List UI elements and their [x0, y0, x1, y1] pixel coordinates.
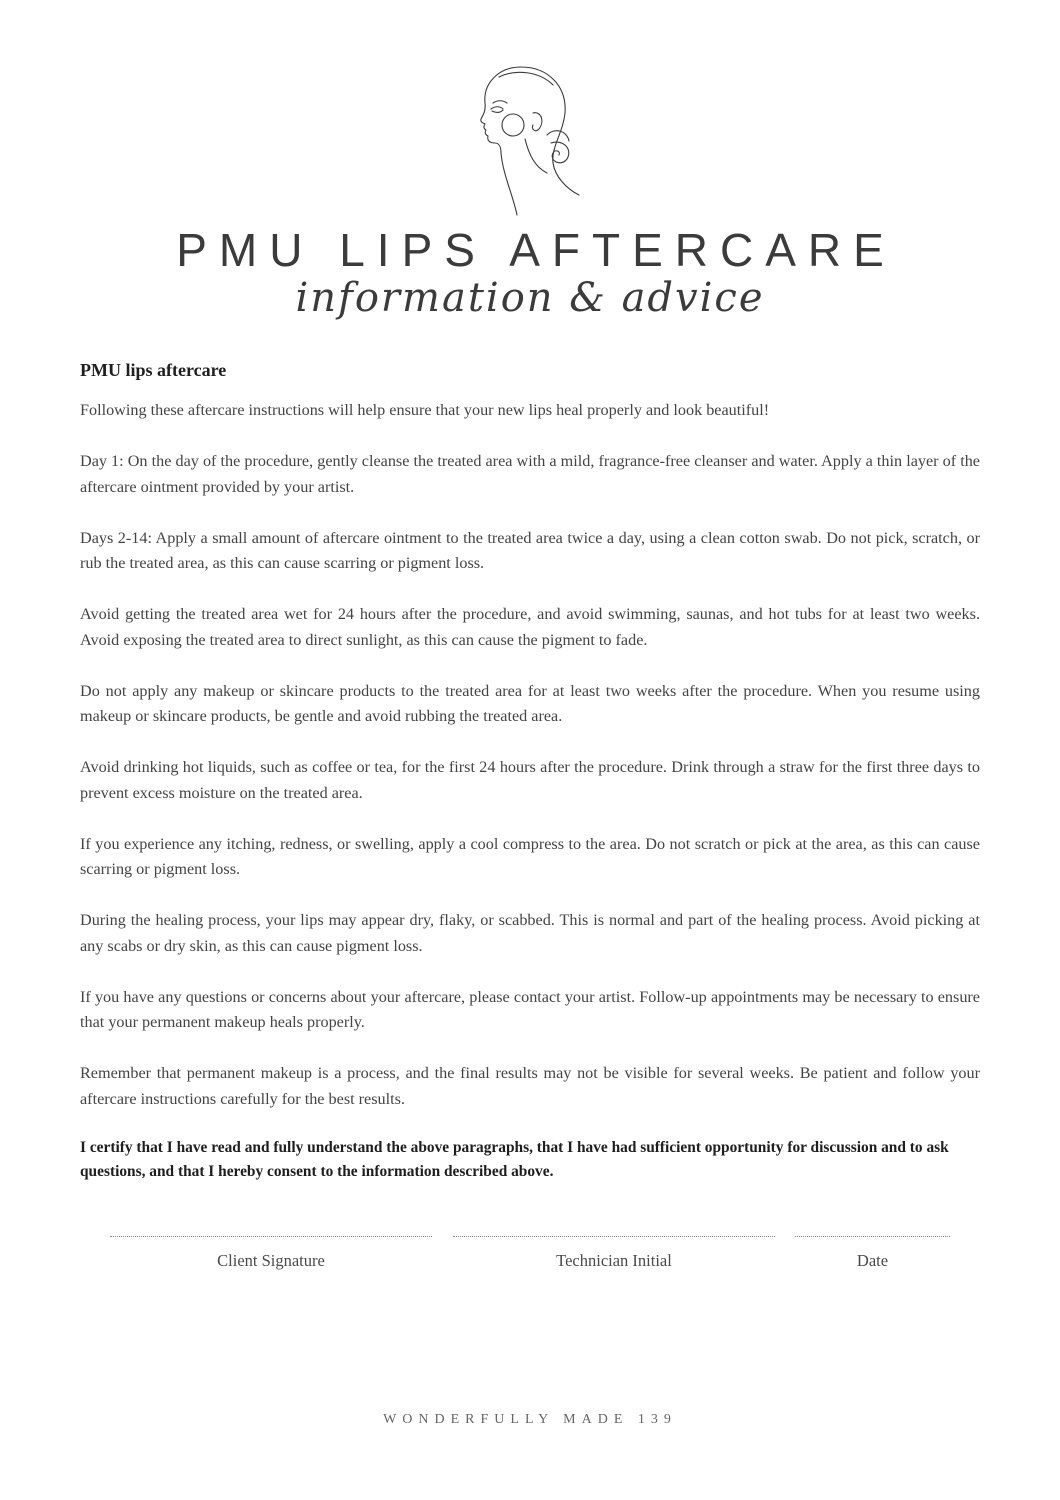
footer-brand: WONDERFULLY MADE 139 — [383, 1412, 677, 1427]
paragraph-intro: Following these aftercare instructions will help ensure that your new lips heal properly and look beautiful! — [80, 401, 770, 419]
document-subtitle: information & advice — [295, 275, 765, 321]
technician-initial-label: Technician Initial — [556, 1251, 672, 1270]
paragraph-water-sun: Avoid getting the treated area wet for 24 hours after the procedure, and avoid swimming, saunas, and hot tubs for at least two weeks. Avoid exposing the treated area to direct sunlight, as this can cause the pigment to fade. — [80, 605, 980, 649]
document-title: PMU LIPS AFTERCARE — [176, 224, 896, 276]
consent-statement: I certify that I have read and fully understand the above paragraphs, that I have had sufficient opportunity for discussion and to ask questions, and that I hereby consent to the information described above. — [80, 1138, 949, 1180]
date-label: Date — [856, 1251, 889, 1270]
section-title: PMU lips aftercare — [80, 360, 227, 380]
date-line[interactable] — [795, 1236, 950, 1271]
aftercare-content — [80, 356, 980, 1184]
paragraph-process: Remember that permanent makeup is a process, and the final results may not be visible for several weeks. Be patient and follow your aftercare instructions carefully for the best results. — [80, 1064, 980, 1108]
technician-initial-line[interactable] — [453, 1236, 775, 1271]
logo — [0, 55, 1060, 220]
signature-row — [0, 1236, 1060, 1286]
paragraph-day-1: Day 1: On the day of the procedure, gently cleanse the treated area with a mild, fragrance-free cleanser and water. Apply a thin layer of the aftercare ointment provided by your artist. — [80, 452, 980, 496]
paragraph-hot-liquids: Avoid drinking hot liquids, such as coffee or tea, for the first 24 hours after the procedure. Drink through a straw for the first three days to prevent excess moisture on the treated area. — [80, 758, 980, 802]
paragraph-healing: During the healing process, your lips may appear dry, flaky, or scabbed. This is normal and part of the healing process. Avoid picking at any scabs or dry skin, as this can cause pigment loss. — [80, 911, 980, 955]
paragraph-makeup: Do not apply any makeup or skincare products to the treated area for at least two weeks after the procedure. When you resume using makeup or skincare products, be gentle and avoid rubbing the treated area. — [80, 681, 980, 725]
paragraph-questions: If you have any questions or concerns about your aftercare, please contact your artist. Follow-up appointments may be necessary to ensure that your permanent makeup heals properly. — [80, 987, 980, 1031]
client-signature-line[interactable] — [110, 1236, 432, 1271]
paragraph-days-2-14: Days 2-14: Apply a small amount of aftercare ointment to the treated area twice a day, using a clean cotton swab. Do not pick, scratch, or rub the treated area, as this can cause scarring or pigment loss. — [80, 528, 980, 572]
paragraph-itching: If you experience any itching, redness, or swelling, apply a cool compress to the area. Do not scratch or pick at the area, as this can cause scarring or pigment loss. — [80, 834, 980, 878]
client-signature-label: Client Signature — [217, 1251, 325, 1270]
line-art-woman-face-icon — [455, 55, 605, 220]
